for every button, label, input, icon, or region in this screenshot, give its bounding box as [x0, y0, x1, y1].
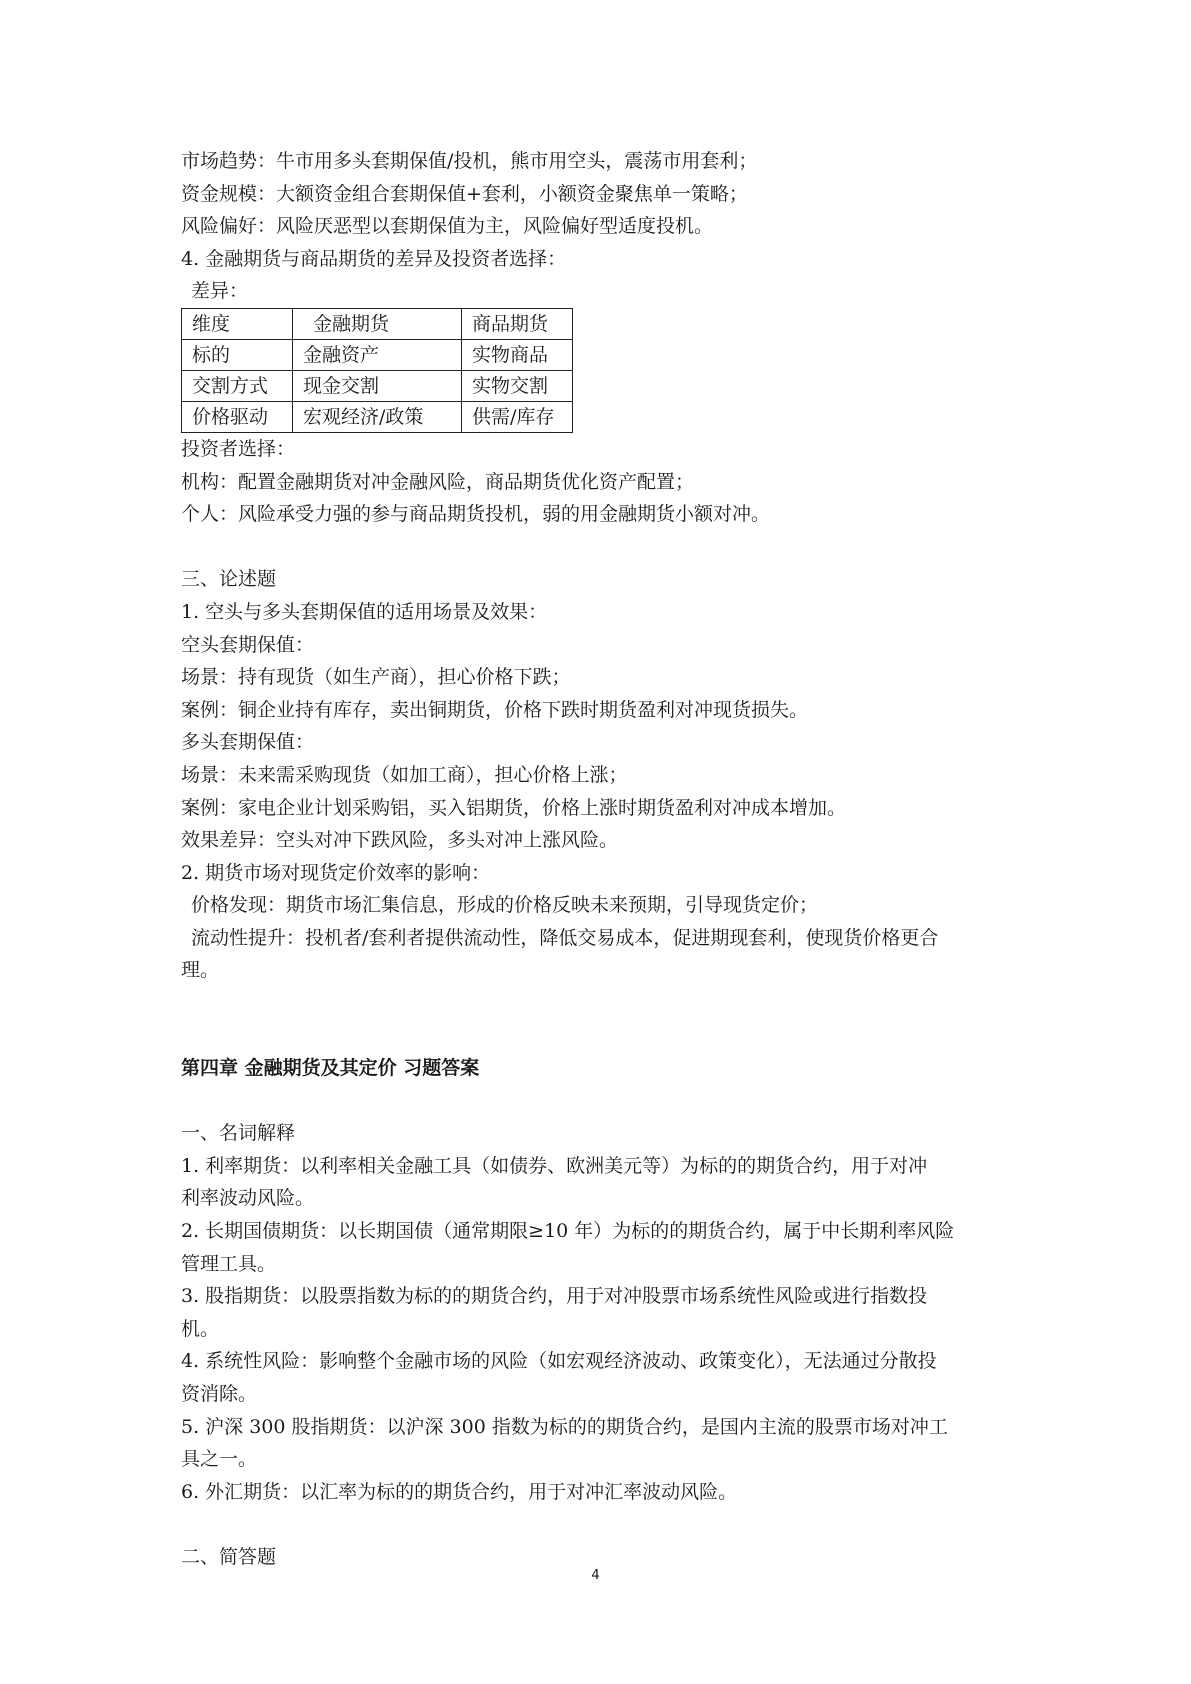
text-line: 机构：配置金融期货对冲金融风险，商品期货优化资产配置； — [181, 470, 695, 493]
text-line: 个人：风险承受力强的参与商品期货投机，弱的用金融期货小额对冲。 — [181, 503, 771, 526]
text-line: 风险偏好：风险厌恶型以套期保值为主，风险偏好型适度投机。 — [181, 215, 714, 238]
table-cell: 金融资产 — [293, 339, 462, 370]
text-line: 理。 — [181, 959, 220, 982]
question-heading: 2. 期货市场对现货定价效率的影响： — [181, 861, 491, 884]
text-line: 资金规模：大额资金组合套期保值+套利，小额资金聚焦单一策略； — [181, 182, 748, 205]
definition-item: 3. 股指期货：以股票指数为标的的期货合约，用于对冲股票市场系统性风险或进行指数投 — [181, 1285, 928, 1308]
text-line: 效果差异：空头对冲下跌风险，多头对冲上涨风险。 — [181, 829, 619, 852]
text-line: 市场趋势：牛市用多头套期保值/投机，熊市用空头，震荡市用套利； — [181, 150, 758, 172]
table-cell: 供需/库存 — [462, 401, 573, 432]
table-row — [182, 339, 573, 370]
page-content — [181, 145, 1021, 1574]
table-row — [182, 370, 573, 401]
table-row — [182, 401, 573, 432]
spacer — [181, 1508, 1021, 1541]
section-title: 三、论述题 — [181, 568, 277, 591]
text-line: 流动性提升：投机者/套利者提供流动性，降低交易成本，促进期现套利，使现货价格更合 — [191, 926, 939, 949]
text-line: 价格发现：期货市场汇集信息，形成的价格反映未来预期，引导现货定价； — [191, 894, 819, 917]
table-cell: 实物交割 — [462, 370, 573, 401]
table-header-row — [182, 308, 573, 339]
page-number: 4 — [591, 1568, 600, 1583]
table-cell: 价格驱动 — [182, 401, 293, 432]
spacer — [181, 1085, 1021, 1118]
table-cell: 金融期货 — [293, 308, 462, 339]
question-heading: 4. 金融期货与商品期货的差异及投资者选择： — [181, 247, 567, 270]
question-heading: 1. 空头与多头套期保值的适用场景及效果： — [181, 600, 548, 623]
comparison-table — [181, 308, 573, 433]
table-cell: 现金交割 — [293, 370, 462, 401]
definition-item-cont: 利率波动风险。 — [181, 1187, 315, 1210]
text-line: 空头套期保值： — [181, 633, 315, 656]
definition-item: 1. 利率期货：以利率相关金融工具（如债券、欧洲美元等）为标的的期货合约，用于对冲 — [181, 1154, 928, 1177]
definition-item-cont: 机。 — [181, 1317, 220, 1340]
text-line: 案例：铜企业持有库存，卖出铜期货，价格下跌时期货盈利对冲现货损失。 — [181, 698, 809, 721]
table-cell: 标的 — [182, 339, 293, 370]
definition-item-cont: 资消除。 — [181, 1383, 258, 1405]
text-line: 多头套期保值： — [181, 731, 315, 754]
spacer — [181, 987, 1021, 1052]
text-line: 案例：家电企业计划采购铝，买入铝期货，价格上涨时期货盈利对冲成本增加。 — [181, 796, 847, 819]
table-cell: 宏观经济/政策 — [293, 401, 462, 432]
text-line: 差异： — [191, 280, 249, 303]
chapter-title: 第四章 金融期货及其定价 习题答案 — [181, 1057, 480, 1080]
definition-item-cont: 管理工具。 — [181, 1252, 277, 1275]
spacer — [181, 531, 1021, 564]
table-cell: 商品期货 — [462, 308, 573, 339]
text-line: 投资者选择： — [181, 437, 296, 460]
definition-item-cont: 具之一。 — [181, 1448, 258, 1471]
text-line: 场景：持有现货（如生产商），担心价格下跌； — [181, 666, 571, 689]
table-cell: 实物商品 — [462, 339, 573, 370]
definition-item: 2. 长期国债期货：以长期国债（通常期限≥10 年）为标的的期货合约，属于中长期利率风险 — [181, 1220, 955, 1243]
table-cell: 维度 — [182, 308, 293, 339]
section-title: 一、名词解释 — [181, 1122, 296, 1145]
table-cell: 交割方式 — [182, 370, 293, 401]
definition-item: 6. 外汇期货：以汇率为标的的期货合约，用于对冲汇率波动风险。 — [181, 1480, 738, 1503]
definition-item: 5. 沪深 300 股指期货：以沪深 300 指数为标的的期货合约，是国内主流的股票市场对冲工 — [181, 1415, 948, 1438]
text-line: 场景：未来需采购现货（如加工商），担心价格上涨； — [181, 763, 628, 786]
definition-item: 4. 系统性风险：影响整个金融市场的风险（如宏观经济波动、政策变化），无法通过分散投 — [181, 1350, 937, 1373]
section-title: 二、简答题 — [181, 1545, 277, 1568]
